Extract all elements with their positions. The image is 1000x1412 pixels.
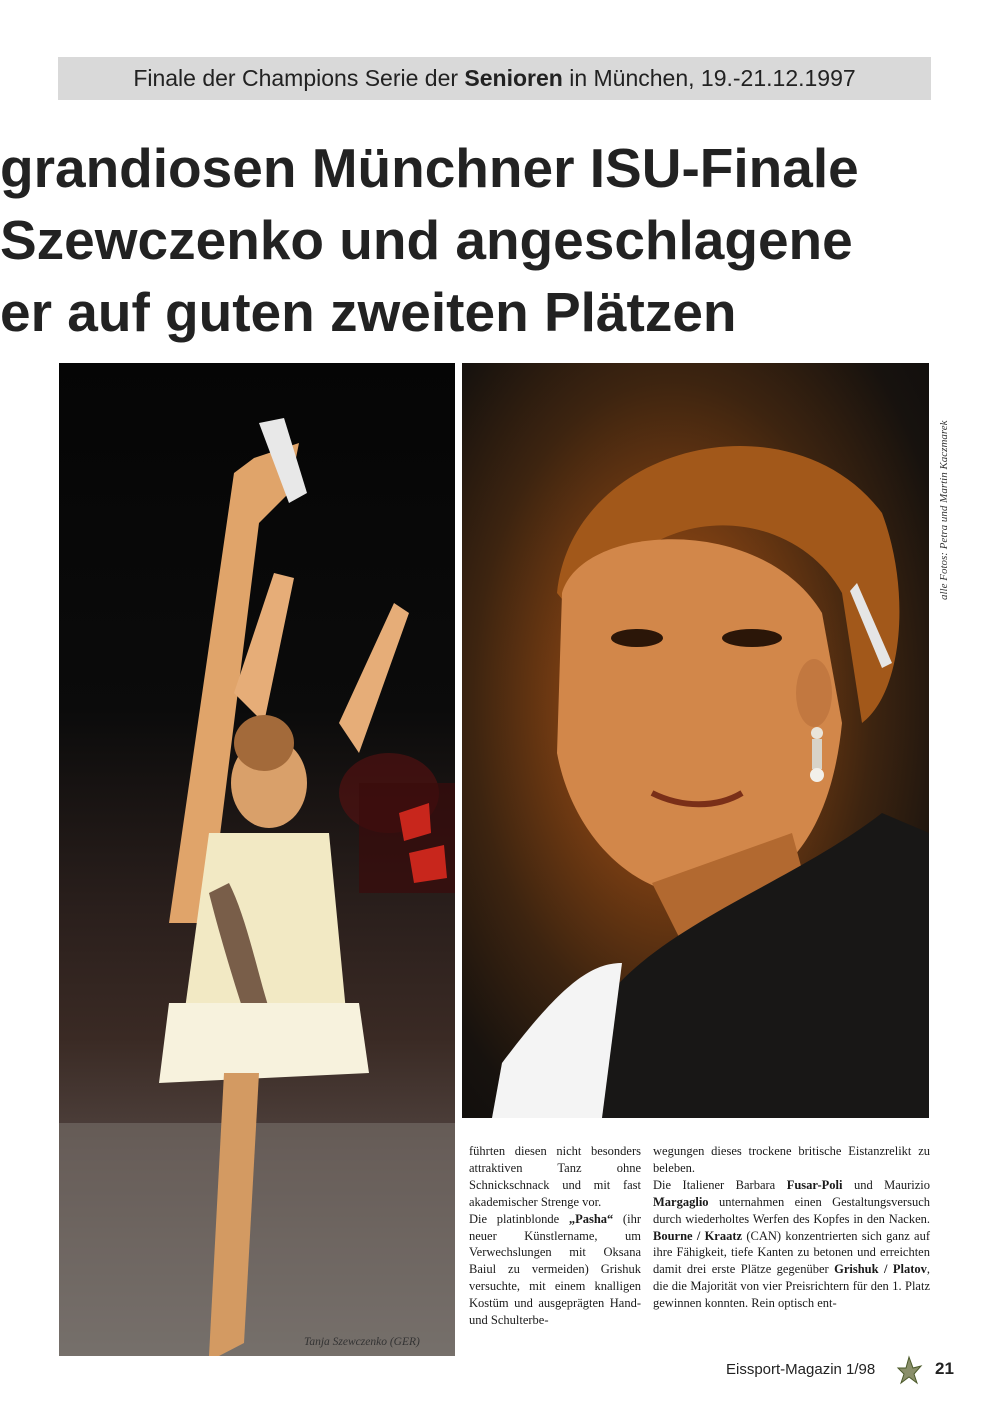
column-2-paragraph-1: wegungen dieses trockene britische Eistanzrelikt zu beleben.	[653, 1144, 930, 1175]
col2-p2-text-e: unternahmen einen Gestaltungsversuch durch wiederholtes Werfen des Kopfes in den Nacken.	[653, 1194, 934, 1226]
page-number: 21	[935, 1359, 954, 1378]
skater-illustration	[59, 363, 455, 1356]
col1-p2-text-a: Die platinblonde	[469, 1211, 569, 1226]
column-1-paragraph-2	[469, 1211, 645, 1329]
portrait-photo	[462, 363, 929, 1118]
name-grishuk-platov: Grishuk / Platov	[834, 1262, 927, 1277]
article-column-1	[469, 1143, 645, 1329]
col2-p2-text-a: Die Italiener Barbara	[653, 1177, 787, 1192]
column-1-paragraph-1: führten diesen nicht besonders attraktiven Tanz ohne Schnickschnack und mit fast akademischer Strenge vor.	[469, 1144, 641, 1209]
col2-p2-text-g: (CAN) konzentrierten sich ganz auf ihre Fähigkeit, tiefe Kanten zu betonen und erreichten damit drei erste Plätze gegenüber	[653, 1228, 934, 1277]
name-bourne-kraatz: Bourne / Kraatz	[653, 1228, 743, 1243]
magazine-footer: Eissport-Magazin 1/98	[726, 1361, 876, 1378]
pasha-name: „Pasha“	[568, 1211, 614, 1226]
name-fusar-poli: Fusar-Poli	[786, 1177, 843, 1192]
photo-credit: alle Fotos: Petra und Martin Kaczmarek	[938, 420, 950, 600]
article-column-2	[653, 1143, 934, 1312]
photo-caption: Tanja Szewczenko (GER)	[304, 1336, 420, 1348]
column-2-paragraph-2	[653, 1177, 934, 1312]
banner-text-post: in München, 19.-21.12.1997	[562, 65, 856, 91]
headline-line-2: Szewczenko und angeschlagene	[0, 209, 853, 271]
skater-photo	[59, 363, 455, 1356]
article-headline	[0, 132, 1000, 348]
banner-text-pre: Finale der Champions Serie der	[133, 65, 465, 91]
skater-logo-icon	[895, 1354, 925, 1386]
portrait-illustration	[462, 363, 929, 1118]
name-margaglio: Margaglio	[653, 1194, 709, 1209]
headline-line-1: grandiosen Münchner ISU-Finale	[0, 137, 859, 199]
col2-p2-text-i: , die die Majorität von vier Preisrichtern für den 1. Platz gewinnen konnten. Rein optisch ent-	[653, 1262, 934, 1311]
headline-line-3: er auf guten zweiten Plätzen	[0, 281, 737, 343]
header-banner	[58, 57, 931, 100]
col1-p2-text-c: (ihr neuer Künstlername, um Verwechslungen mit Oksana Baiul zu vermeiden) Grishuk versuchte, mit einem knalligen Kostüm und ausgeprägten Hand- und Schulterbe-	[469, 1211, 645, 1328]
banner-text-bold: Senioren	[464, 65, 563, 91]
col2-p2-text-c: und Maurizio	[842, 1177, 934, 1192]
